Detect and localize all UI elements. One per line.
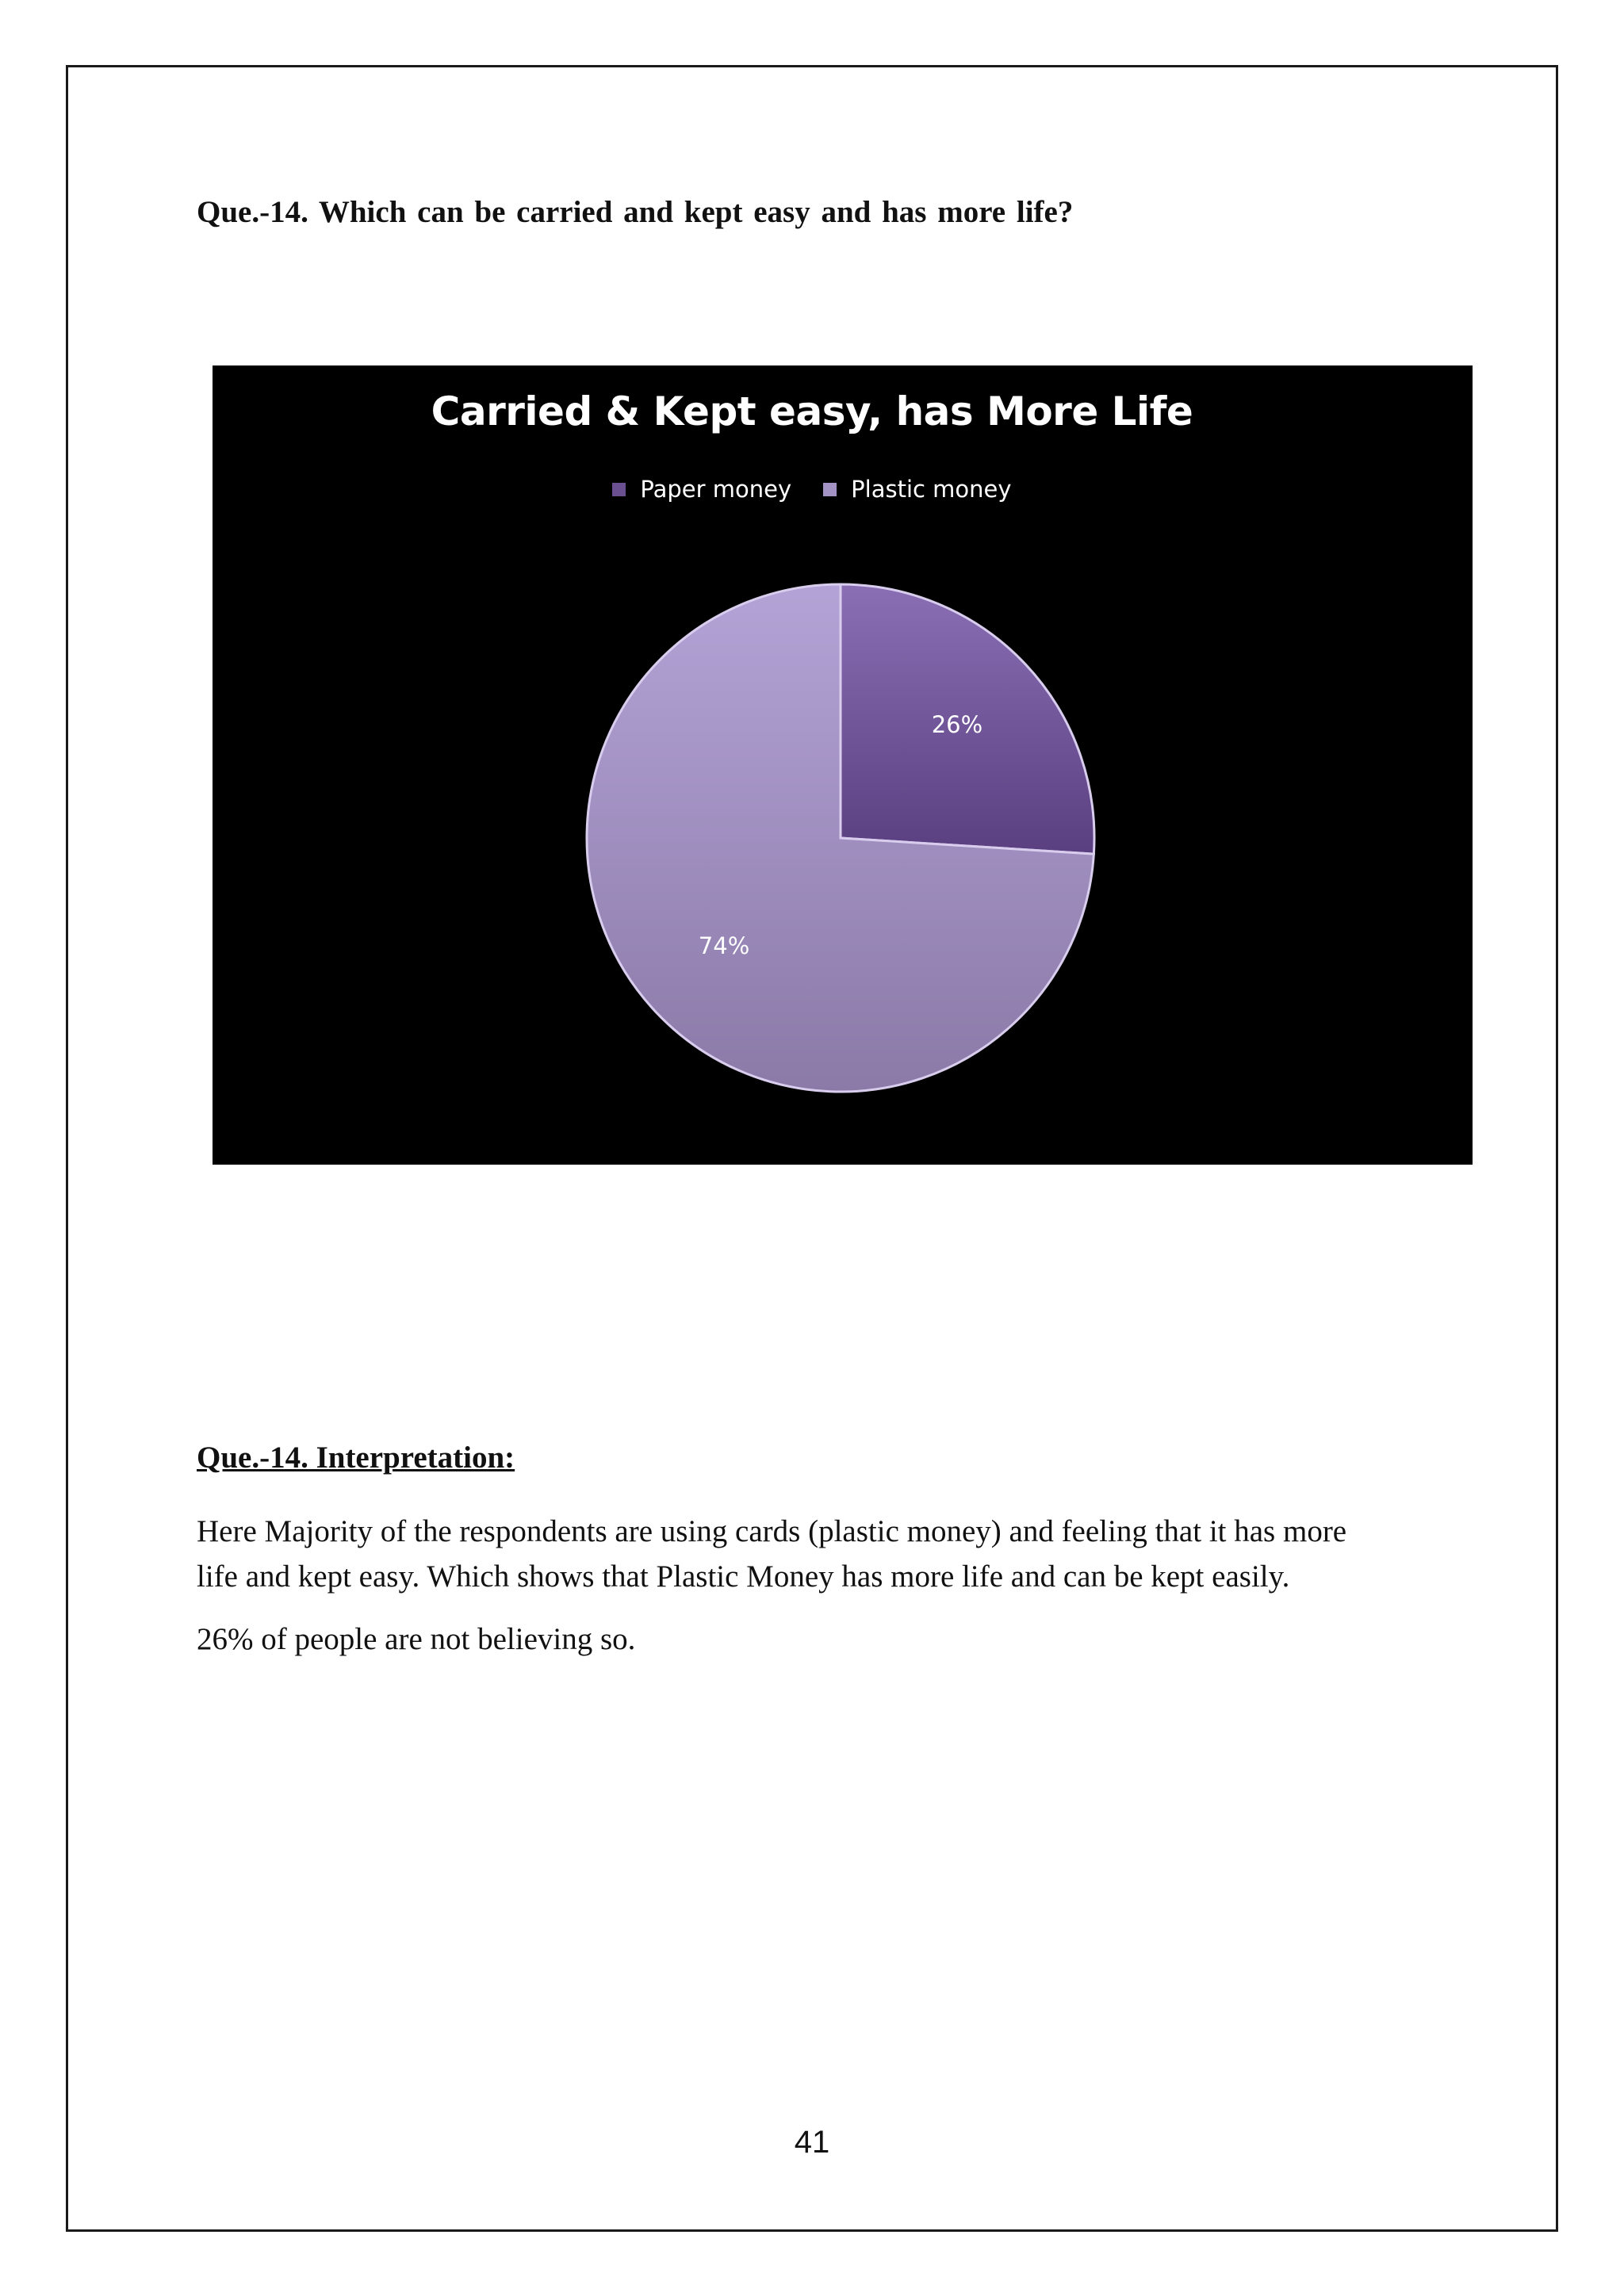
interpretation-line: Here Majority of the respondents are using cards (plastic money) and feeling that it has more (197, 1514, 1347, 1548)
question-heading: Que.-14. Which can be carried and kept easy and has more life? (197, 195, 1074, 229)
page-number: 41 (794, 2125, 830, 2160)
interpretation-paragraph (197, 1509, 1434, 1599)
interpretation-heading: Que.-14. Interpretation: (197, 1441, 515, 1475)
chart-title: Carried & Kept easy, has More Life (431, 388, 1193, 434)
interpretation-line: life and kept easy. Which shows that Plastic Money has more life and can be kept easily. (197, 1559, 1290, 1594)
pie-data-label: 74% (698, 932, 750, 960)
pie-data-label: 26% (931, 710, 983, 738)
legend-label-plastic-money: Plastic money (851, 476, 1012, 503)
legend-label-paper-money: Paper money (640, 476, 792, 503)
interpretation-note: 26% of people are not believing so. (197, 1622, 636, 1656)
